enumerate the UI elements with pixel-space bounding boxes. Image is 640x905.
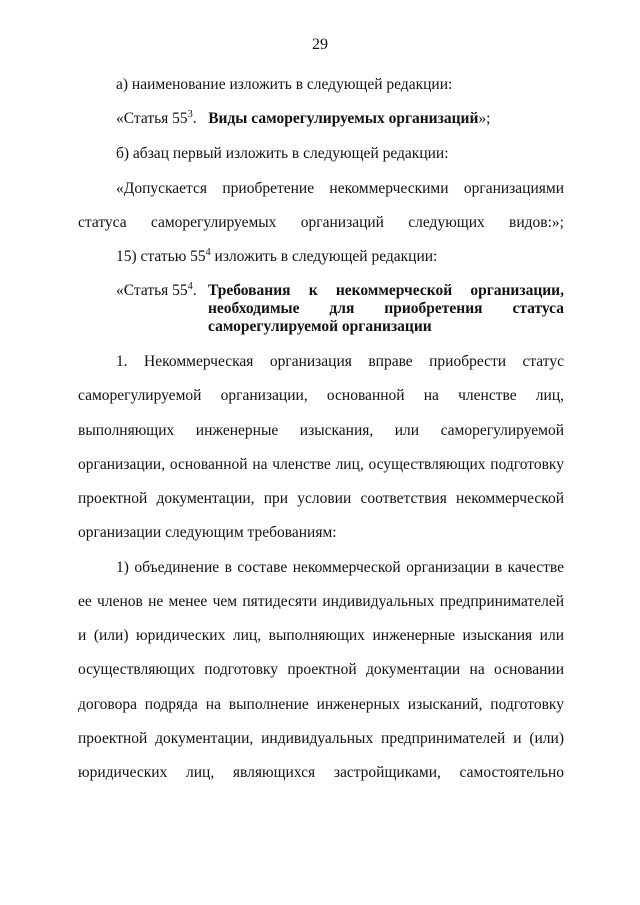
paragraph-1-line-6: организации следующим требованиям: xyxy=(78,524,337,541)
article-55-3-title: Виды саморегулируемых организаций xyxy=(208,110,479,127)
paragraph-1-line-2: саморегулируемой организации, основанной на членстве лиц, xyxy=(78,387,564,404)
article-55-4-title-line-3: саморегулируемой организации xyxy=(208,318,432,335)
paragraph-2-line-4: осуществляющих подготовку проектной документации на основании xyxy=(78,661,564,678)
paragraph-2-line-6: проектной документации, индивидуальных предпринимателей и (или) xyxy=(78,730,564,747)
article-55-4-dot: . xyxy=(192,282,197,299)
article-55-3-suffix: »; xyxy=(478,110,491,127)
article-55-3-prefix: «Статья 55 xyxy=(116,110,188,127)
article-55-3-superscript: 3 xyxy=(187,108,193,120)
paragraph-1-line-3: выполняющих инженерные изыскания, или саморегулируемой xyxy=(78,422,564,439)
paragraph-2-line-3: и (или) юридических лиц, выполняющих инженерные изыскания или xyxy=(78,627,564,644)
article-55-3-heading xyxy=(116,110,490,128)
article-55-4-title-line-1: Требования к некоммерческой организации, xyxy=(208,282,564,299)
article-55-3-dot: . xyxy=(192,110,197,127)
page-number: 29 xyxy=(312,36,328,53)
item-15-prefix: 15) статью 55 xyxy=(116,248,206,265)
item-b-line: б) абзац первый изложить в следующей редакции: xyxy=(116,145,449,162)
article-55-4-title-line-2: необходимые для приобретения статуса xyxy=(208,300,564,317)
article-55-4-prefix: «Статья 55 xyxy=(116,282,188,299)
article-55-4-superscript: 4 xyxy=(187,280,193,292)
allowed-line-2: статуса саморегулируемых организаций следующих видов:»; xyxy=(78,214,564,231)
item-15-line xyxy=(116,248,437,266)
paragraph-1-line-5: проектной документации, при условии соответствия некоммерческой xyxy=(78,490,564,507)
paragraph-2-line-1: 1) объединение в составе некоммерческой организации в качестве xyxy=(116,559,564,576)
paragraph-1-line-1: 1. Некоммерческая организация вправе приобрести статус xyxy=(116,353,564,370)
paragraph-2-line-5: договора подряда на выполнение инженерных изысканий, подготовку xyxy=(78,696,564,713)
item-15-superscript: 4 xyxy=(205,246,211,258)
article-55-4-label xyxy=(116,282,197,300)
item-a-line: а) наименование изложить в следующей редакции: xyxy=(116,76,453,93)
allowed-line-1: «Допускается приобретение некоммерческими организациями xyxy=(116,180,564,197)
paragraph-1-line-4: организации, основанной на членстве лиц, осуществляющих подготовку xyxy=(78,456,564,473)
paragraph-2-line-7: юридических лиц, являющихся застройщиками, самостоятельно xyxy=(78,764,564,781)
paragraph-2-line-2: ее членов не менее чем пятидесяти индивидуальных предпринимателей xyxy=(78,593,564,610)
item-15-suffix: изложить в следующей редакции: xyxy=(210,248,438,265)
